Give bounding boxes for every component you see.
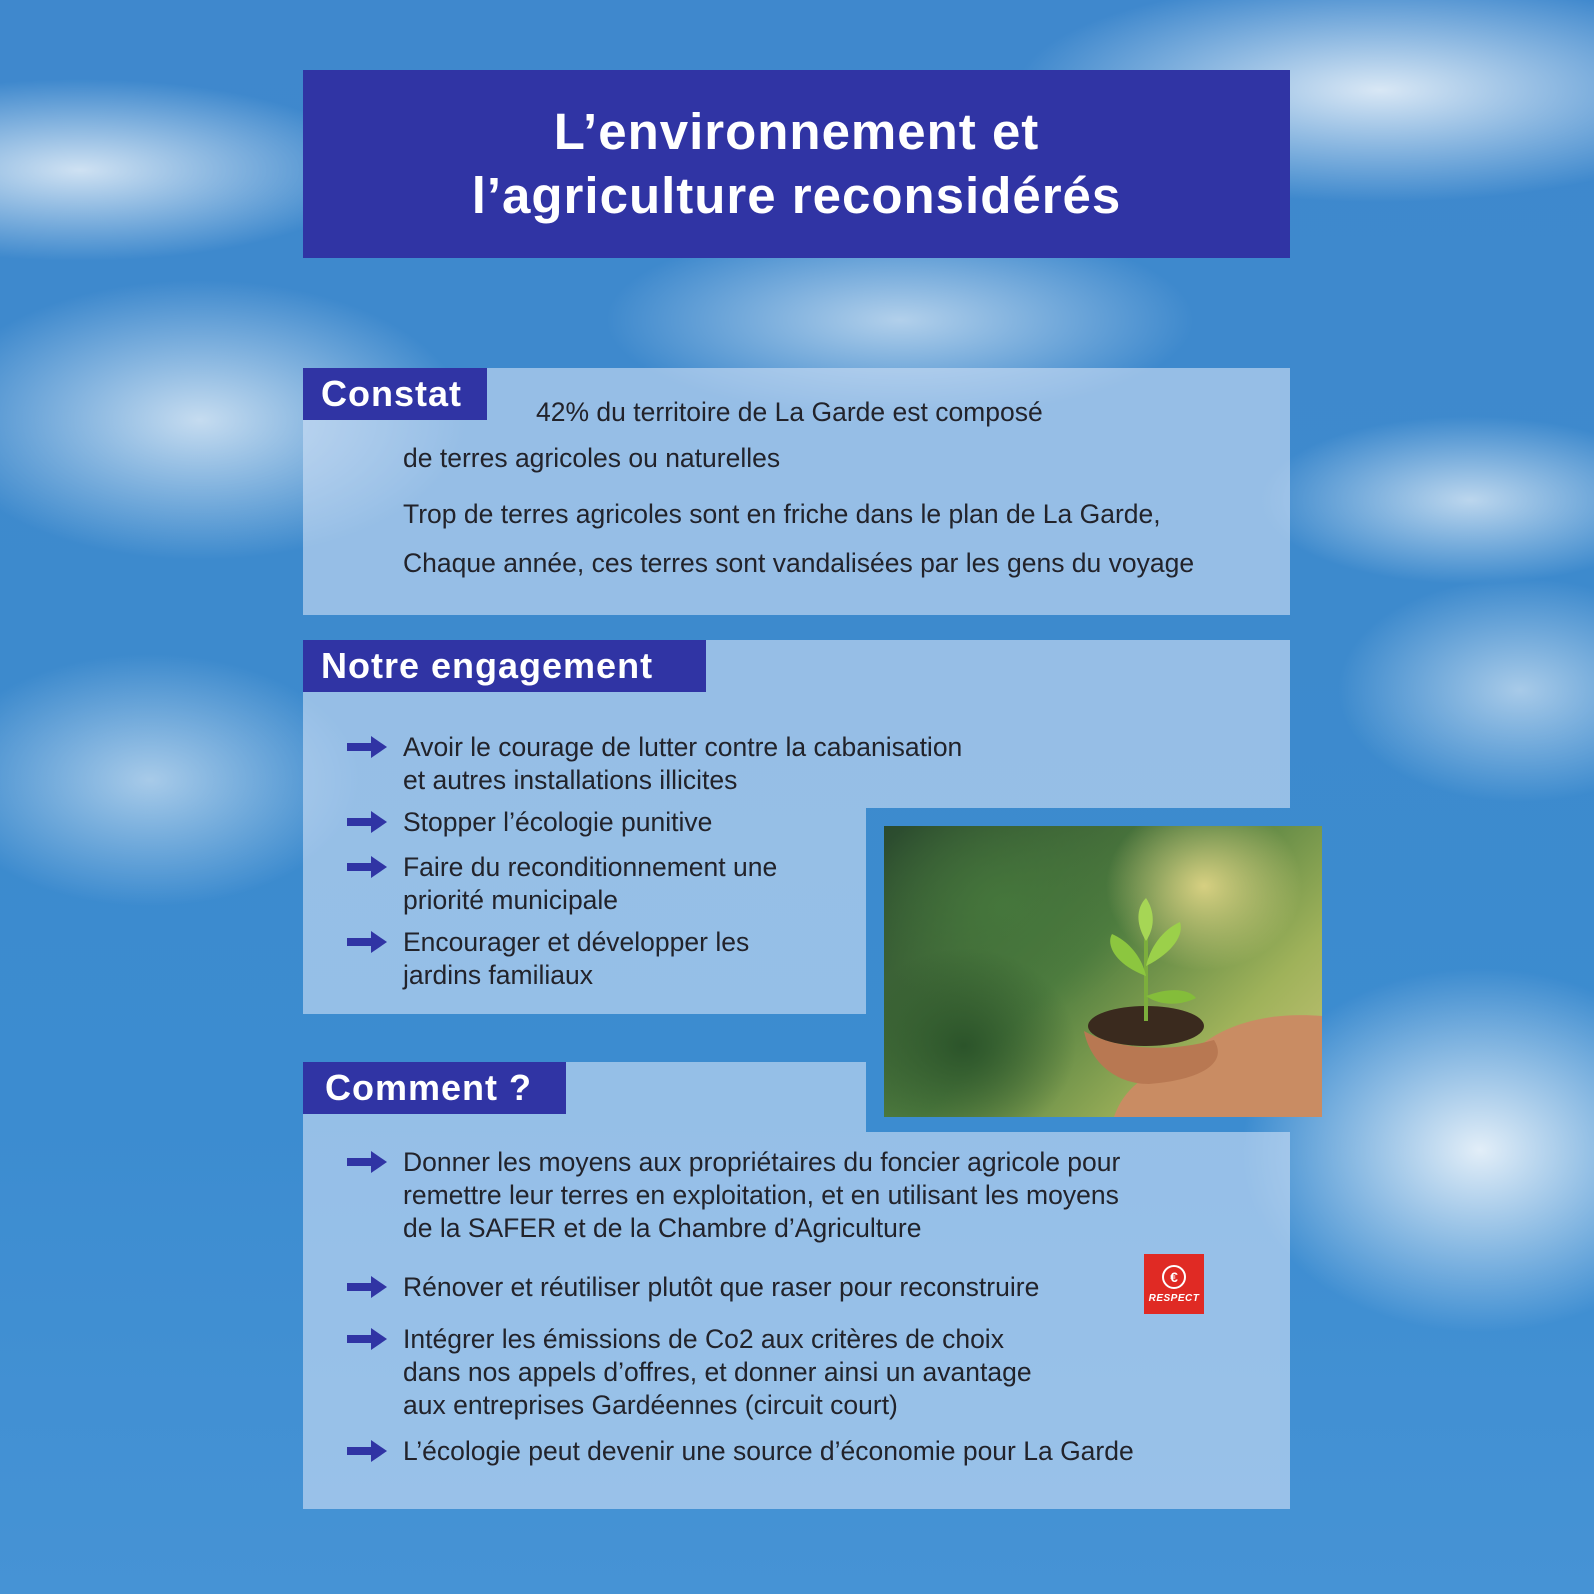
list-item xyxy=(347,1323,1032,1422)
engagement-heading: Notre engagement xyxy=(303,640,706,692)
constat-heading: Constat xyxy=(303,368,487,420)
engagement-item-2: Stopper l’écologie punitive xyxy=(403,807,713,837)
list-item xyxy=(347,926,749,992)
list-item xyxy=(347,731,962,797)
respect-badge-label: RESPECT xyxy=(1148,1292,1200,1304)
seedling-photo xyxy=(884,826,1322,1117)
arrow-right-icon xyxy=(347,931,387,953)
comment-item-2: Rénover et réutiliser plutôt que raser pour reconstruire xyxy=(403,1272,1040,1302)
constat-line-3: Trop de terres agricoles sont en friche dans le plan de La Garde, xyxy=(403,499,1161,529)
respect-badge xyxy=(1144,1254,1204,1314)
engagement-item-3: Faire du reconditionnement une priorité municipale xyxy=(403,852,778,915)
arrow-right-icon xyxy=(347,1151,387,1173)
comment-item-4: L’écologie peut devenir une source d’économie pour La Garde xyxy=(403,1436,1134,1466)
arrow-right-icon xyxy=(347,856,387,878)
constat-line-1: 42% du territoire de La Garde est composé xyxy=(536,397,1043,427)
list-item xyxy=(347,1435,1134,1468)
engagement-item-1: Avoir le courage de lutter contre la cabanisation et autres installations illicites xyxy=(403,732,963,795)
engagement-item-4: Encourager et développer les jardins familiaux xyxy=(403,927,750,990)
title-line-1: L’environnement et xyxy=(553,103,1040,160)
list-item xyxy=(347,1146,1120,1245)
list-item xyxy=(347,851,777,917)
page-title xyxy=(303,70,1290,258)
comment-item-3: Intégrer les émissions de Co2 aux critères de choix dans nos appels d’offres, et donner ainsi un avantage aux entreprises Gardéennes (circuit court) xyxy=(403,1324,1032,1420)
arrow-right-icon xyxy=(347,1276,387,1298)
constat-line-4: Chaque année, ces terres sont vandalisées par les gens du voyage xyxy=(403,548,1195,578)
arrow-right-icon xyxy=(347,736,387,758)
list-item xyxy=(347,806,712,839)
euro-icon: € xyxy=(1162,1265,1186,1289)
comment-heading: Comment ? xyxy=(303,1062,566,1114)
arrow-right-icon xyxy=(347,811,387,833)
arrow-right-icon xyxy=(347,1440,387,1462)
constat-line-2: de terres agricoles ou naturelles xyxy=(403,443,781,473)
seedling-in-hands-icon xyxy=(884,826,1322,1117)
title-line-2: l’agriculture reconsidérés xyxy=(471,167,1122,224)
comment-item-1: Donner les moyens aux propriétaires du foncier agricole pour remettre leur terres en exploitation, et en utilisant les moyens de la SAFER et de la Chambre d’Agriculture xyxy=(403,1147,1121,1243)
arrow-right-icon xyxy=(347,1328,387,1350)
list-item xyxy=(347,1271,1039,1304)
